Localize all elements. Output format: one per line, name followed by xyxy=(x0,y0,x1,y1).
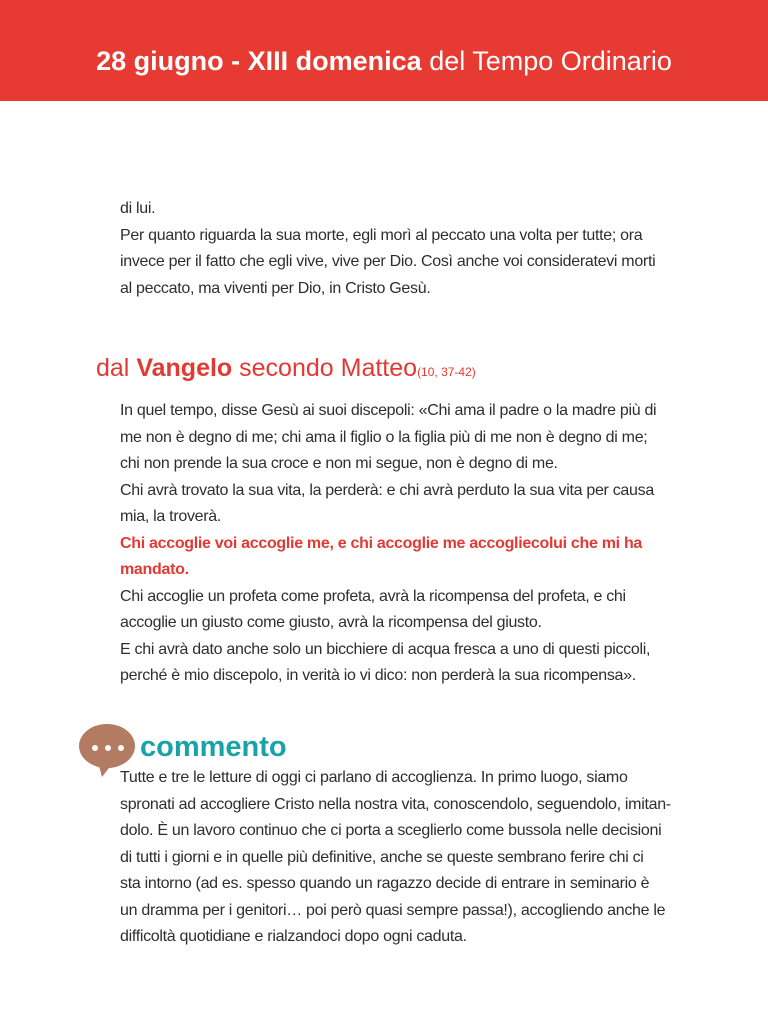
text-line: di lui. xyxy=(120,200,156,217)
text-line: me non è degno di me; chi ama il figlio o la figlia più di me non è degno di me; xyxy=(120,428,648,446)
gospel-title-bold: Vangelo xyxy=(136,354,233,382)
commento-heading: commento xyxy=(140,731,287,763)
text-line: Per quanto riguarda la sua morte, egli morì al peccato una volta per tutte; ora xyxy=(120,226,643,244)
text-line: un dramma per i genitori… poi però quasi sempre passa!), accogliendo anche le xyxy=(120,901,666,919)
text-line: perché è mio discepolo, in verità io vi dico: non perderà la sua ricompensa». xyxy=(120,667,636,684)
text-line: al peccato, ma viventi per Dio, in Cristo Gesù. xyxy=(120,279,431,297)
page-title-date: 28 giugno - XIII domenica xyxy=(96,46,422,76)
text-line: mia, la troverà. xyxy=(120,508,222,525)
gospel-reference: (10, 37-42) xyxy=(417,365,476,379)
text-line: Chi accoglie un profeta come profeta, avrà la ricompensa del profeta, e chi xyxy=(120,587,626,605)
text-line: sta intorno (ad es. spesso quando un ragazzo decide di entrare in seminario è xyxy=(120,875,650,892)
text-line: spronati ad accogliere Cristo nella nostra vita, conoscendolo, seguendolo, imitan- xyxy=(120,795,671,813)
text-line: In quel tempo, disse Gesù ai suoi discepoli: «Chi ama il padre o la madre più di xyxy=(120,402,657,419)
text-line: Tutte e tre le letture di oggi ci parlano di accoglienza. In primo luogo, siamo xyxy=(120,769,628,786)
reading-end-text xyxy=(120,196,680,302)
text-line: chi non prende la sua croce e non mi segue, non è degno di me. xyxy=(120,455,558,472)
text-line: accoglie un giusto come giusto, avrà la ricompensa del giusto. xyxy=(120,614,542,631)
page-title xyxy=(0,44,768,78)
text-line: Chi avrà trovato la sua vita, la perderà: e chi avrà perduto la sua vita per causa xyxy=(120,481,654,499)
highlight-line: Chi accoglie voi accoglie me, e chi accoglie me accogliecolui che mi ha xyxy=(120,534,643,552)
text-line: invece per il fatto che egli vive, vive per Dio. Così anche voi consideratevi morti xyxy=(120,253,656,270)
text-line: dolo. È un lavoro continuo che ci porta a sceglierlo come bussola nelle decisioni xyxy=(120,822,662,839)
text-line: E chi avrà dato anche solo un bicchiere di acqua fresca a uno di questi piccoli, xyxy=(120,640,651,658)
highlight-line: mandato. xyxy=(120,561,189,578)
gospel-title xyxy=(96,351,476,389)
text-line: difficoltà quotidiane e rialzandoci dopo ogni caduta. xyxy=(120,928,467,945)
gospel-title-pre: dal xyxy=(96,354,130,382)
page-title-rest: del Tempo Ordinario xyxy=(429,46,672,76)
commento-text xyxy=(120,765,680,951)
text-line: di tutti i giorni e in quelle più definitive, anche se queste sembrano ferire chi ci xyxy=(120,848,644,866)
gospel-text xyxy=(120,398,680,690)
gospel-title-post: secondo Matteo xyxy=(239,354,418,382)
